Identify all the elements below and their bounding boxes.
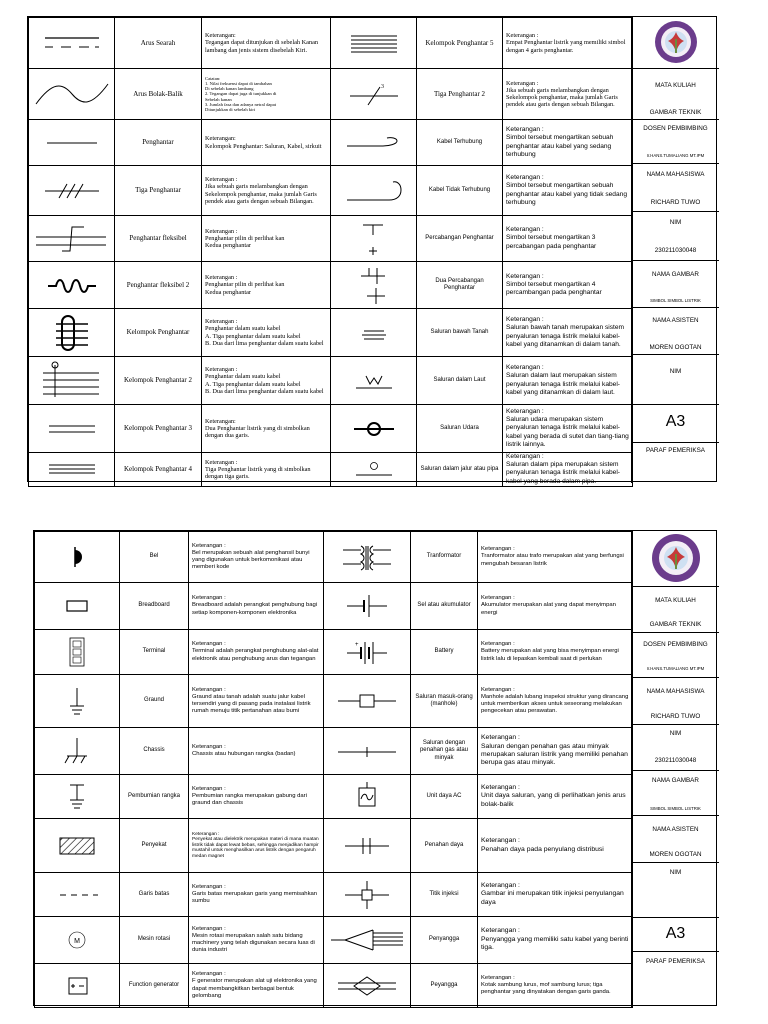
symbol-name: Terminal <box>120 630 189 675</box>
conductor-group-3-icon <box>29 405 115 453</box>
transformer-icon <box>324 532 411 583</box>
symbol-table-1 <box>28 17 633 487</box>
power-retainer-icon <box>324 819 411 873</box>
drawing-value: SIMBOL SIMBOL LISTRIK <box>650 806 701 811</box>
frame-ground-icon <box>35 775 120 819</box>
symbol-description: Keterangan : Graund atau tanah adalah suatu jalur kabel tersendiri yang di pasang pada instalasi listrik rumah menuju titik pertanahan atau bumi <box>189 675 324 728</box>
undersea-line-icon <box>331 357 417 405</box>
connected-cable-icon <box>331 120 417 166</box>
symbol-description: Keterangan : Unit daya saluran, yang di perlihatkan jenis arus bolak-balik <box>478 775 633 819</box>
course-label: MATA KULIAH <box>655 597 696 604</box>
symbol-description: Keterangan : Penyekat atau dielektrik merupakan materi di mana muatan listrik tidak dapat lewat bebas, sehingga menjadikan hampir mustahil untuk menghasilkan arus listrik dengan pengaruh medan magnet <box>189 819 324 873</box>
symbol-description: Keterangan : Jika sebuah garis melambangkan dengan Sekelompok penghantar, maka jumlah Garis pendek atau garis dengan sebuah Bilangan. <box>503 69 633 120</box>
conductor-group-icon <box>29 309 115 357</box>
symbol-name: Mesin rotasi <box>120 917 189 964</box>
symbol-description: Keterangan : Breadboard adalah perangkat penghubung bagi setiap komponen-komponen elektronika <box>189 583 324 630</box>
symbol-description: Keterangan : Tiga Penghantar listrik yang di simbolkan dengan tiga garis. <box>202 453 331 487</box>
drawing-label: NAMA GAMBAR <box>652 777 699 784</box>
assistant-value: MOREN OGOTAN <box>649 344 702 351</box>
symbol-name: Arus Searah <box>115 18 202 69</box>
conductor-group-5-icon <box>331 18 417 69</box>
symbol-name: Pembumian rangka <box>120 775 189 819</box>
title-block-1 <box>631 17 719 483</box>
title-block-2 <box>631 531 719 1007</box>
symbol-name: Penyekat <box>120 819 189 873</box>
symbol-description: Keterangan : Battery merupakan alat yang bisa menyimpan energi listrik lalu di lepaskan kembali saat di perlukan <box>478 630 633 675</box>
symbol-description: Keterangan : Simbol tersebut mengartikan 4 percambangan pada penghantar <box>503 262 633 309</box>
symbol-name: Bel <box>120 532 189 583</box>
symbol-description: Keterangan: Tegangan dapat ditunjukan di sebelah Kanan lambang dan jenis sistem disebelah Kiri. <box>202 18 331 69</box>
injection-point-icon <box>324 873 411 917</box>
symbol-name: Garis batas <box>120 873 189 917</box>
student-label: NAMA MAHASISWA <box>646 171 705 178</box>
gas-retainer-line-icon <box>324 728 411 775</box>
symbol-description: Keterangan : Kotak sambung lurus, mof sambung lurus; tiga penghantar yang dinyatakan dengan garis ganda. <box>478 964 633 1008</box>
symbol-name: Penghantar fleksibel 2 <box>115 262 202 309</box>
symbol-name: Penahan daya <box>411 819 478 873</box>
drawing-value: SIMBOL SIMBOL LISTRIK <box>650 298 701 303</box>
symbol-description: Keterangan : Tranformator atau trafo merupakan alat yang berfungsi mengubah besaran listrik <box>478 532 633 583</box>
insulator-icon <box>35 819 120 873</box>
university-logo <box>632 19 719 67</box>
symbol-description: Keterangan : Saluran bawah tanah merupakan sistem penyaluran tenaga listrik melalui kabel-kabel yang ditanamkan di dalam tanah. <box>503 309 633 357</box>
joint-icon <box>324 964 411 1008</box>
symbol-description: Catatan: 1. Nilai frekuensi dapat di tambahan Di sebelah kanan lambang 2. Tegangan dapat juga di tunjukkan di Sebelah kanan 3. Jumlah fasa dan adanya netral dapat Ditunjukkan di sebelah kiri <box>202 69 331 120</box>
symbol-description: Keterangan : Manhole adalah lubang inspeksi struktur yang dirancang untuk memberikan akses untuk seseorang melakukan pengecekan atau perawatan. <box>478 675 633 728</box>
dc-current-icon <box>29 18 115 69</box>
symbol-name: Kelompok Penghantar 3 <box>115 405 202 453</box>
symbol-description: Keterangan : Penyangga yang memiliki satu kabel yang berinti tiga. <box>478 917 633 964</box>
symbol-description: Keterangan : Penghantar pilin di perlihat kan Kedua penghantar <box>202 216 331 262</box>
symbol-name: Graund <box>120 675 189 728</box>
paper-size: A3 <box>665 925 686 942</box>
lecturer-label: DOSEN PEMBIMBING <box>643 125 708 132</box>
nim-value: 230211030048 <box>654 757 697 764</box>
symbol-sheet-2 <box>33 530 717 1006</box>
symbol-description: Keterangan : F generator merupakan alat uji elektronika yang dapat membangkitkan berbagai bentuk gelombang <box>189 964 324 1008</box>
course-value: GAMBAR TEKNIK <box>649 621 702 628</box>
symbol-name: Kelompok Penghantar 2 <box>115 357 202 405</box>
symbol-description: Keterangan : Saluran udara merupakan sistem penyaluran tenaga listrik melalui kabel-kabel yang berada di sutet dan tiang-tiang listrik lainnya. <box>503 405 633 453</box>
svg-text:3: 3 <box>380 84 384 90</box>
symbol-name: Peyangga <box>411 964 478 1008</box>
symbol-name: Penyangga <box>411 917 478 964</box>
symbol-name: Kelompok Penghantar 5 <box>417 18 503 69</box>
symbol-description: Keterangan : Akumulator merupakan alat yang dapat menyimpan energi <box>478 583 633 630</box>
course-label: MATA KULIAH <box>655 82 696 89</box>
terminal-icon <box>35 630 120 675</box>
student-value: RICHARD TUWO <box>650 199 701 206</box>
bell-icon <box>35 532 120 583</box>
symbol-name: Breadboard <box>120 583 189 630</box>
checker-label: PARAF PEMERIKSA <box>645 447 706 454</box>
underground-line-icon <box>331 309 417 357</box>
symbol-description: Keterangan : Saluran dalam laut merupakan sistem penyaluran tenaga listrik melalui kabel-kabel yang ditanamkan di dalam laut. <box>503 357 633 405</box>
symbol-description: Keterangan : Bel merupakan sebuah alat penghansil bunyi yang digunakan untuk berkomonikasi atau memberi kode <box>189 532 324 583</box>
disconnected-cable-icon <box>331 166 417 216</box>
symbol-name: Saluran masuk-orang (manhole) <box>411 675 478 728</box>
nim2-label: NIM <box>669 869 682 876</box>
nim-label: NIM <box>669 219 682 226</box>
conductor-branch-icon <box>331 216 417 262</box>
manhole-icon <box>324 675 411 728</box>
svg-text:+: + <box>355 642 359 648</box>
symbol-name: Arus Bolak-Balik <box>115 69 202 120</box>
symbol-description: Keterangan : Penghantar pilin di perlihat kan Kedua penghantar <box>202 262 331 309</box>
symbol-sheet-1 <box>27 16 717 485</box>
nim-label: NIM <box>669 730 682 737</box>
ac-current-icon <box>29 69 115 120</box>
symbol-name: Chassis <box>120 728 189 775</box>
lecturer-label: DOSEN PEMBIMBING <box>643 641 708 648</box>
symbol-name: Saluran dengan penahan gas atau minyak <box>411 728 478 775</box>
assistant-label: NAMA ASISTEN <box>652 317 699 324</box>
symbol-name: Tiga Penghantar 2 <box>417 69 503 120</box>
symbol-description: Keterangan : Mesin rotasi merupakan salah satu bidang machinery yang telah digunakan secara luas di dunia industri <box>189 917 324 964</box>
course-value: GAMBAR TEKNIK <box>649 109 702 116</box>
symbol-name: Saluran Udara <box>417 405 503 453</box>
symbol-description: Keterangan : Garis batas merupakan garis yang memisahkan sumbu <box>189 873 324 917</box>
ac-unit-icon <box>324 775 411 819</box>
symbol-name: Kabel Terhubung <box>417 120 503 166</box>
conductor-group-4-icon <box>29 453 115 487</box>
symbol-description: Keterangan : Penahan daya pada penyulang distribusi <box>478 819 633 873</box>
symbol-name: Kelompok Penghantar <box>115 309 202 357</box>
symbol-description: Keterangan : Empat Penghantar listrik yang memiliki simbol dengan 4 garis penghantar. <box>503 18 633 69</box>
drawing-label: NAMA GAMBAR <box>652 271 699 278</box>
gas-pipe-line-icon <box>331 453 417 487</box>
nim2-label: NIM <box>669 368 682 375</box>
ground-icon <box>35 675 120 728</box>
symbol-name: Tiga Penghantar <box>115 166 202 216</box>
symbol-name: Percabangan Penghantar <box>417 216 503 262</box>
conductor-icon <box>29 120 115 166</box>
symbol-description: Keterangan: Dua Penghantar listrik yang di simbolkan dengan dua garis. <box>202 405 331 453</box>
overhead-line-icon <box>331 405 417 453</box>
symbol-name: Tranformator <box>411 532 478 583</box>
symbol-description: Keterangan : Saluran dalam pipa merupakan sistem penyaluran tenaga listrik melalui kabel-kabel yang berada dalam pipa. <box>503 453 633 487</box>
symbol-name: Penghantar fleksibel <box>115 216 202 262</box>
flexible-conductor-2-icon <box>29 262 115 309</box>
symbol-name: Penghantar <box>115 120 202 166</box>
assistant-label: NAMA ASISTEN <box>652 826 699 833</box>
symbol-description: Keterangan : Terminal adalah perangkat penghubung alat-alat elektronik atau penghubung arus dan tegangan <box>189 630 324 675</box>
symbol-name: Sel atau akumulator <box>411 583 478 630</box>
symbol-name: Kelompok Penghantar 4 <box>115 453 202 487</box>
symbol-description: Keterangan : Simbol tersebut mengartikan sebuah penghantar atau kabel yang tidak sedang terhubung <box>503 166 633 216</box>
conductor-group-2-icon <box>29 357 115 405</box>
symbol-name: Saluran bawah Tanah <box>417 309 503 357</box>
nim-value: 230211030048 <box>654 247 697 254</box>
symbol-name: Titik injeksi <box>411 873 478 917</box>
paper-size: A3 <box>665 413 686 430</box>
feeder-icon <box>324 917 411 964</box>
checker-label: PARAF PEMERIKSA <box>645 958 706 965</box>
symbol-description: Keterangan : Pembumian rangka merupakan gabung dari graund dan chassis <box>189 775 324 819</box>
double-branch-icon <box>331 262 417 309</box>
symbol-description: Keterangan: Kelompok Penghantar: Saluran, Kabel, sirkuit <box>202 120 331 166</box>
three-conductor-single-line-icon <box>331 69 417 120</box>
svg-text:M: M <box>74 938 80 945</box>
symbol-description: Keterangan : Simbol tersebut mengartikan 3 percabangan pada penghantar <box>503 216 633 262</box>
symbol-name: Saluran dalam jalur atau pipa <box>417 453 503 487</box>
accumulator-cell-icon <box>324 583 411 630</box>
symbol-description: Keterangan : Gambar ini merupakan titik injeksi penyulangan daya <box>478 873 633 917</box>
chassis-icon <box>35 728 120 775</box>
symbol-description: Keterangan : Penghantar dalam suatu kabel A. Tiga penghantar dalam suatu kabel B. Dua dari lima penghantar dalam suatu kabel <box>202 357 331 405</box>
student-label: NAMA MAHASISWA <box>646 688 705 695</box>
symbol-name: Kabel Tidak Terhubung <box>417 166 503 216</box>
function-generator-icon <box>35 964 120 1008</box>
university-logo <box>632 532 719 584</box>
lecturer-value: Ir.HANS.TUMALIANG MT.IPM <box>646 666 705 671</box>
symbol-description: Keterangan : Simbol tersebut mengartikan sebuah penghantar atau kabel yang sedang terhubung <box>503 120 633 166</box>
symbol-name: Dua Percabangan Penghantar <box>417 262 503 309</box>
three-conductor-icon <box>29 166 115 216</box>
symbol-description: Keterangan : Chassis atau hubungan rangka (badan) <box>189 728 324 775</box>
symbol-name: Function generator <box>120 964 189 1008</box>
student-value: RICHARD TUWO <box>650 713 701 720</box>
symbol-description: Keterangan : Jika sebuah garis melambangkan dengan Sekelompok penghantar, maka jumlah Garis pendek atau garis dengan sebuah Bilangan. <box>202 166 331 216</box>
flexible-conductor-icon <box>29 216 115 262</box>
symbol-description: Keterangan : Penghantar dalam suatu kabel A. Tiga penghantar dalam suatu kabel B. Dua dari lima penghantar dalam suatu kabel <box>202 309 331 357</box>
symbol-name: Unit daya AC <box>411 775 478 819</box>
battery-icon <box>324 630 411 675</box>
symbol-table-2 <box>34 531 633 1008</box>
boundary-line-icon <box>35 873 120 917</box>
symbol-name: Battery <box>411 630 478 675</box>
rotating-machine-icon <box>35 917 120 964</box>
assistant-value: MOREN OGOTAN <box>649 851 702 858</box>
symbol-name: Saluran dalam Laut <box>417 357 503 405</box>
breadboard-icon <box>35 583 120 630</box>
symbol-description: Keterangan : Saluran dengan penahan gas atau minyak merupakan saluran listrik yang memiliki penahan berupa gas atau minyak. <box>478 728 633 775</box>
lecturer-value: Ir.HANS.TUMALIANG MT.IPM <box>646 153 705 158</box>
